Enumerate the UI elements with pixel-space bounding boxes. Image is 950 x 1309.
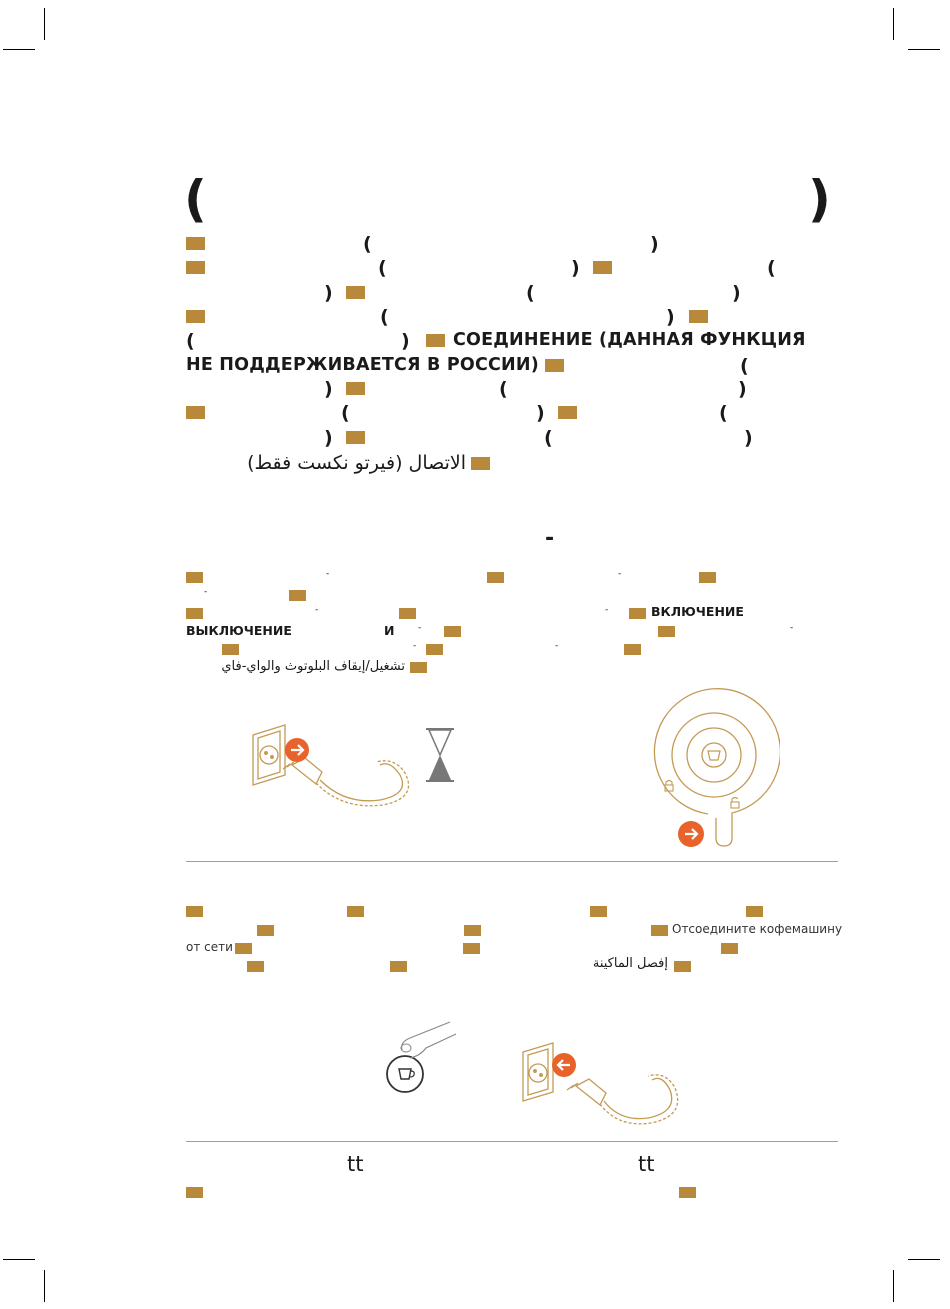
color-marker [399, 608, 416, 619]
crop-mark [44, 1270, 45, 1302]
color-marker [289, 590, 306, 601]
color-marker [746, 906, 763, 917]
tt-left: tt [347, 1152, 364, 1176]
color-marker [186, 310, 205, 323]
cup-button-icon [380, 1020, 460, 1100]
dash: - [605, 605, 609, 615]
color-marker [651, 925, 668, 936]
color-marker [186, 1187, 203, 1198]
paren: ( [341, 402, 350, 424]
dash: - [315, 605, 319, 615]
machine-top-icon [648, 688, 780, 850]
color-marker [674, 961, 691, 972]
crop-mark [3, 1259, 35, 1260]
crop-mark [893, 8, 894, 40]
color-marker [624, 644, 641, 655]
plug-socket-icon [520, 1040, 690, 1135]
color-marker [679, 1187, 696, 1198]
color-marker [347, 906, 364, 917]
color-marker [390, 961, 407, 972]
unlock-icon [731, 798, 739, 809]
hourglass-icon [424, 727, 456, 783]
color-marker [463, 943, 480, 954]
paren: ( [767, 257, 776, 279]
dash: - [790, 623, 794, 633]
color-marker [464, 925, 481, 936]
ar-toggle-label: تشغيل/إيقاف البلوتوث والواي-فاي [221, 659, 405, 674]
color-marker [593, 261, 612, 274]
dash: - [618, 569, 622, 579]
color-marker [346, 286, 365, 299]
dash: - [326, 569, 330, 579]
ru-connection-line2: НЕ ПОДДЕРЖИВАЕТСЯ В РОССИИ) [186, 355, 539, 375]
color-marker [257, 925, 274, 936]
paren: ) [732, 282, 741, 304]
color-marker [699, 572, 716, 583]
ru-off-label: ВЫКЛЮЧЕНИЕ [186, 623, 292, 638]
paren: ) [536, 402, 545, 424]
paren: ) [324, 427, 333, 449]
color-marker [247, 961, 264, 972]
color-marker [426, 334, 445, 347]
paren: ( [186, 330, 195, 352]
color-marker [689, 310, 708, 323]
paren: ) [738, 378, 747, 400]
dash: - [418, 623, 422, 633]
color-marker [471, 457, 490, 470]
color-marker [410, 662, 427, 673]
color-marker [186, 608, 203, 619]
ru-connection-line1: СОЕДИНЕНИЕ (ДАННАЯ ФУНКЦИЯ [453, 330, 806, 350]
color-marker [444, 626, 461, 637]
paren: ( [363, 233, 372, 255]
unplug-illustration [520, 1040, 690, 1135]
dash: - [555, 641, 559, 651]
color-marker [186, 406, 205, 419]
color-marker [186, 261, 205, 274]
section-divider [186, 1141, 838, 1142]
ru-and-label: И [384, 623, 395, 638]
color-marker [545, 359, 564, 372]
crop-mark [908, 1259, 940, 1260]
color-marker [487, 572, 504, 583]
crop-mark [893, 1270, 894, 1302]
color-marker [186, 906, 203, 917]
crop-mark [908, 49, 940, 50]
machine-top-illustration [648, 688, 780, 850]
ar-connection: الاتصال (فيرتو نكست فقط) [247, 452, 466, 474]
paren: ) [650, 233, 659, 255]
crop-mark [44, 8, 45, 40]
ru-unplug-line1: Отсоедините кофемашину [672, 922, 843, 936]
color-marker [346, 382, 365, 395]
color-marker [186, 237, 205, 250]
paren: ) [744, 427, 753, 449]
color-marker [186, 572, 203, 583]
paren: ( [380, 306, 389, 328]
paren: ) [324, 378, 333, 400]
color-marker [346, 431, 365, 444]
color-marker [222, 644, 239, 655]
tt-right: tt [638, 1152, 655, 1176]
ru-on-label: ВКЛЮЧЕНИЕ [651, 604, 744, 619]
title-open-paren: ( [184, 170, 207, 228]
section-heading-dash: - [545, 526, 555, 551]
title-close-paren: ) [808, 170, 831, 228]
crop-mark [3, 49, 35, 50]
paren: ) [324, 282, 333, 304]
color-marker [658, 626, 675, 637]
ar-unplug-label: إفصل الماكينة [592, 956, 668, 971]
cup-button-illustration [380, 1020, 460, 1100]
color-marker [235, 943, 252, 954]
color-marker [721, 943, 738, 954]
paren: ) [571, 257, 580, 279]
paren: ) [401, 330, 410, 352]
paren: ( [544, 427, 553, 449]
paren: ( [378, 257, 387, 279]
paren: ( [740, 355, 749, 377]
section-divider [186, 861, 838, 862]
paren: ( [719, 402, 728, 424]
color-marker [558, 406, 577, 419]
paren: ) [666, 306, 675, 328]
dash: - [413, 641, 417, 651]
paren: ( [526, 282, 535, 304]
ru-unplug-line2: от сети [186, 940, 233, 954]
color-marker [426, 644, 443, 655]
color-marker [590, 906, 607, 917]
color-marker [629, 608, 646, 619]
dash: - [204, 587, 208, 597]
paren: ( [499, 378, 508, 400]
